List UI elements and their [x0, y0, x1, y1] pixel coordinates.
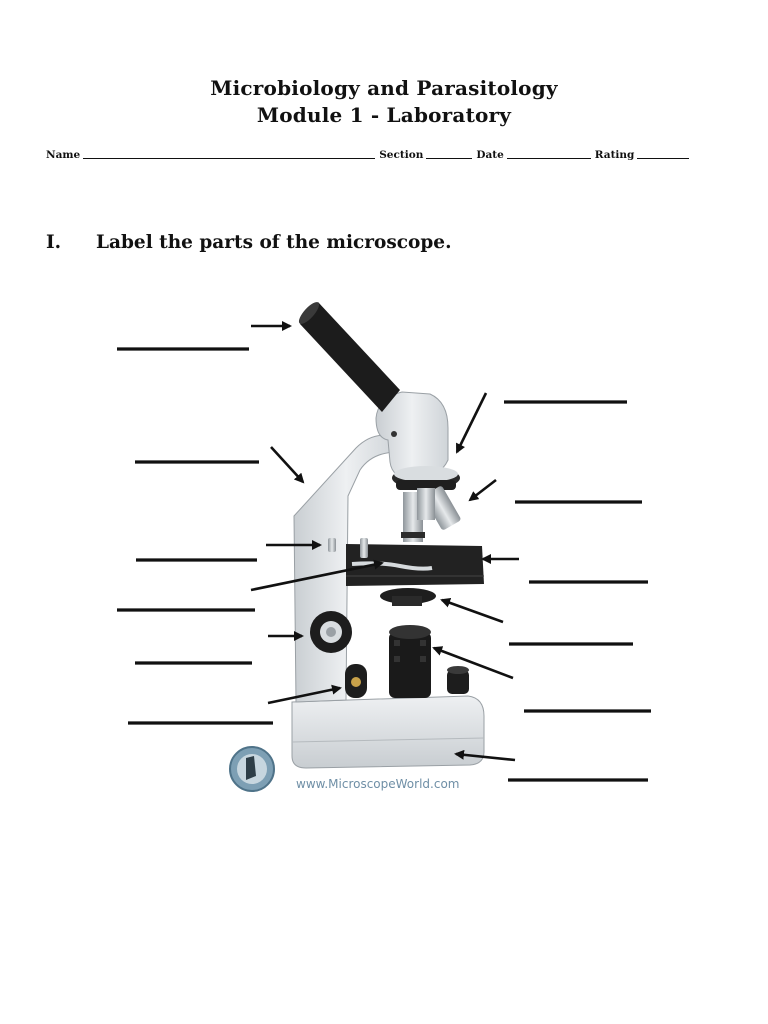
microscope-base: [292, 696, 484, 768]
name-label: Name: [46, 149, 81, 161]
coarse-adjustment-knob: [310, 611, 352, 653]
stage: [328, 538, 484, 586]
diaphragm: [380, 588, 436, 606]
objective-lenses: [401, 485, 462, 542]
arrow-objective: [470, 480, 496, 500]
brightness-knob: [447, 666, 469, 694]
revolving-nosepiece: [392, 466, 460, 490]
rating-label: Rating: [594, 149, 635, 161]
page-title: Microbiology and Parasitology: [210, 76, 558, 100]
page-subtitle: Module 1 - Laboratory: [256, 103, 512, 127]
date-label: Date: [476, 149, 504, 161]
eyepiece-tube: [296, 299, 400, 412]
section-number: I.: [46, 232, 62, 253]
section-label: Section: [379, 149, 424, 161]
arrow-diaphragm: [442, 600, 503, 622]
label-blanks-right[interactable]: [504, 402, 651, 780]
fine-adjustment-knob: [345, 664, 367, 698]
light-source: [389, 625, 431, 698]
arrow-nosepiece: [457, 393, 486, 452]
label-blanks-left[interactable]: [117, 349, 273, 723]
microscope-world-logo: [230, 747, 274, 791]
arrow-arm: [271, 447, 303, 482]
arrow-light-source: [434, 648, 513, 678]
watermark-text: www.MicroscopeWorld.com: [296, 777, 460, 791]
microscope-illustration: [292, 299, 484, 768]
section-heading-text: Label the parts of the microscope.: [96, 232, 452, 253]
